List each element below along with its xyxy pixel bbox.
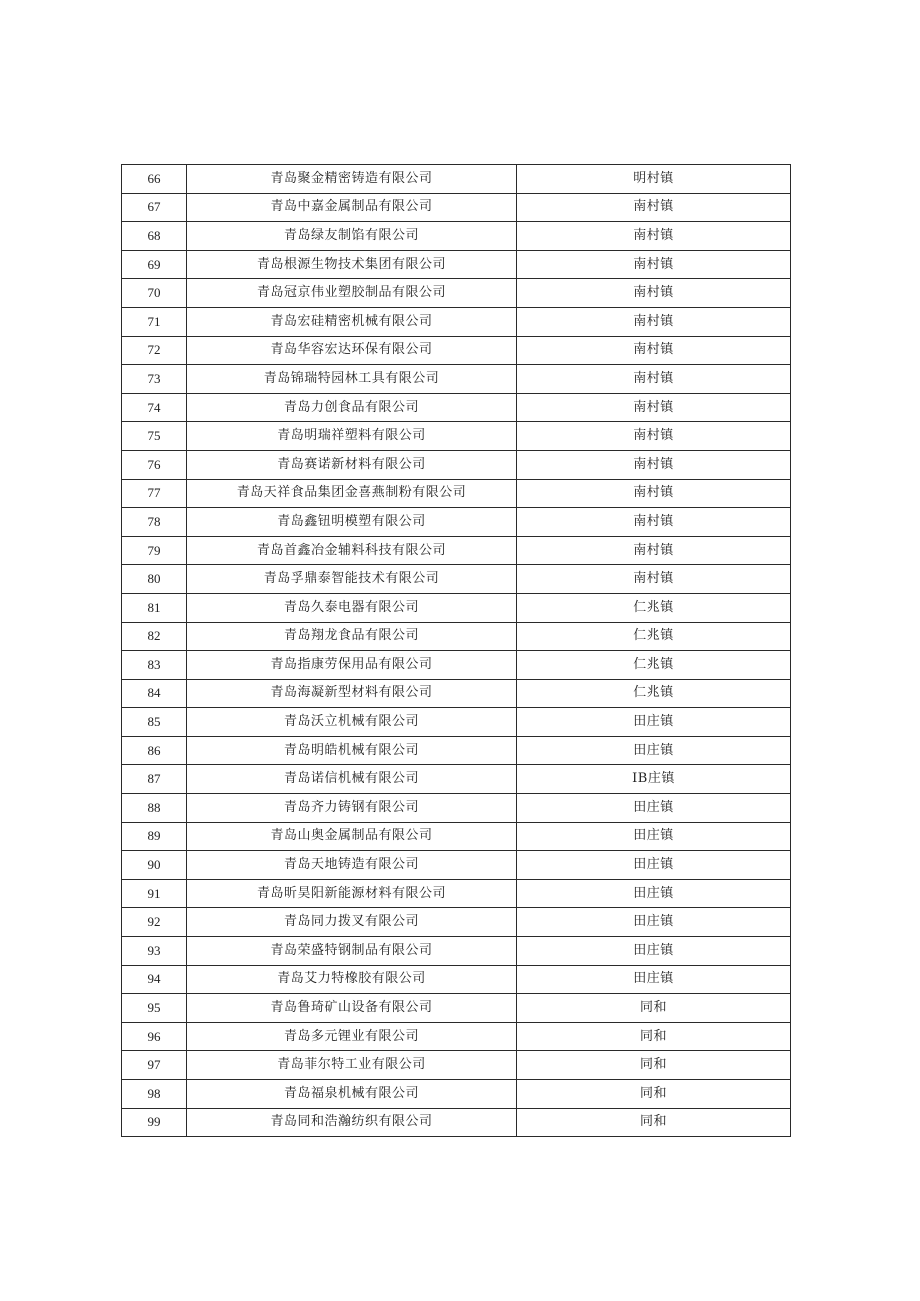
- town-name: 南村镇: [517, 565, 791, 594]
- row-number: 88: [122, 794, 187, 823]
- row-number: 86: [122, 736, 187, 765]
- company-name: 青岛福泉机械有限公司: [187, 1080, 517, 1109]
- company-table-body: [122, 165, 791, 1137]
- table-row: [122, 622, 791, 651]
- company-name: 青岛翔龙食品有限公司: [187, 622, 517, 651]
- company-name: 青岛聚金精密铸造有限公司: [187, 165, 517, 194]
- town-name: 南村镇: [517, 307, 791, 336]
- company-name: 青岛中嘉金属制品有限公司: [187, 193, 517, 222]
- row-number: 69: [122, 250, 187, 279]
- row-number: 96: [122, 1022, 187, 1051]
- table-row: [122, 250, 791, 279]
- row-number: 80: [122, 565, 187, 594]
- town-name: IB庄镇: [517, 765, 791, 794]
- company-name: 青岛昕昊阳新能源材料有限公司: [187, 879, 517, 908]
- town-name: 南村镇: [517, 279, 791, 308]
- company-name: 青岛久泰电器有限公司: [187, 593, 517, 622]
- company-name: 青岛山奥金属制品有限公司: [187, 822, 517, 851]
- town-name: 田庄镇: [517, 908, 791, 937]
- company-name: 青岛孚鼎泰智能技术有限公司: [187, 565, 517, 594]
- row-number: 71: [122, 307, 187, 336]
- row-number: 68: [122, 222, 187, 251]
- company-name: 青岛赛诺新材料有限公司: [187, 450, 517, 479]
- town-name: 南村镇: [517, 393, 791, 422]
- company-name: 青岛沃立机械有限公司: [187, 708, 517, 737]
- company-name: 青岛同力拨叉有限公司: [187, 908, 517, 937]
- table-row: [122, 794, 791, 823]
- table-row: [122, 736, 791, 765]
- town-name: 田庄镇: [517, 879, 791, 908]
- town-name: 仁兆镇: [517, 679, 791, 708]
- row-number: 99: [122, 1108, 187, 1137]
- table-row: [122, 1108, 791, 1137]
- row-number: 85: [122, 708, 187, 737]
- table-row: [122, 1080, 791, 1109]
- table-row: [122, 1022, 791, 1051]
- table-row: [122, 965, 791, 994]
- row-number: 70: [122, 279, 187, 308]
- company-name: 青岛明皓机械有限公司: [187, 736, 517, 765]
- company-name: 青岛根源生物技术集团有限公司: [187, 250, 517, 279]
- row-number: 66: [122, 165, 187, 194]
- row-number: 81: [122, 593, 187, 622]
- table-row: [122, 593, 791, 622]
- town-name: 南村镇: [517, 508, 791, 537]
- company-name: 青岛鑫钮明模塑有限公司: [187, 508, 517, 537]
- town-name: 田庄镇: [517, 794, 791, 823]
- town-name: 仁兆镇: [517, 651, 791, 680]
- row-number: 83: [122, 651, 187, 680]
- town-name: 同和: [517, 1022, 791, 1051]
- table-row: [122, 307, 791, 336]
- company-list-table: [121, 164, 791, 1137]
- company-name: 青岛多元锂业有限公司: [187, 1022, 517, 1051]
- town-name: 田庄镇: [517, 965, 791, 994]
- company-name: 青岛艾力特橡胶有限公司: [187, 965, 517, 994]
- town-name: 同和: [517, 1108, 791, 1137]
- company-name: 青岛鲁琦矿山设备有限公司: [187, 994, 517, 1023]
- row-number: 95: [122, 994, 187, 1023]
- company-name: 青岛明瑞祥塑料有限公司: [187, 422, 517, 451]
- company-name: 青岛齐力铸钢有限公司: [187, 794, 517, 823]
- company-name: 青岛海凝新型材料有限公司: [187, 679, 517, 708]
- table-row: [122, 651, 791, 680]
- table-row: [122, 1051, 791, 1080]
- table-row: [122, 365, 791, 394]
- town-name: 南村镇: [517, 222, 791, 251]
- row-number: 90: [122, 851, 187, 880]
- row-number: 74: [122, 393, 187, 422]
- town-name: 明村镇: [517, 165, 791, 194]
- company-name: 青岛锦瑞特园林工具有限公司: [187, 365, 517, 394]
- company-name: 青岛华容宏达环保有限公司: [187, 336, 517, 365]
- table-row: [122, 679, 791, 708]
- company-name: 青岛天地铸造有限公司: [187, 851, 517, 880]
- town-name: 同和: [517, 1051, 791, 1080]
- town-name: 仁兆镇: [517, 622, 791, 651]
- town-name: 同和: [517, 1080, 791, 1109]
- row-number: 97: [122, 1051, 187, 1080]
- town-name: 南村镇: [517, 336, 791, 365]
- town-name: 同和: [517, 994, 791, 1023]
- table-row: [122, 851, 791, 880]
- town-name: 南村镇: [517, 450, 791, 479]
- table-row: [122, 908, 791, 937]
- table-row: [122, 508, 791, 537]
- company-name: 青岛力创食品有限公司: [187, 393, 517, 422]
- company-name: 青岛冠京伟业塑胶制品有限公司: [187, 279, 517, 308]
- table-row: [122, 479, 791, 508]
- company-name: 青岛诺信机械有限公司: [187, 765, 517, 794]
- table-row: [122, 422, 791, 451]
- table-row: [122, 193, 791, 222]
- table-row: [122, 937, 791, 966]
- row-number: 91: [122, 879, 187, 908]
- row-number: 93: [122, 937, 187, 966]
- town-name: 南村镇: [517, 479, 791, 508]
- row-number: 72: [122, 336, 187, 365]
- town-name: 南村镇: [517, 536, 791, 565]
- row-number: 75: [122, 422, 187, 451]
- table-row: [122, 165, 791, 194]
- table-row: [122, 336, 791, 365]
- company-name: 青岛绿友制馅有限公司: [187, 222, 517, 251]
- row-number: 82: [122, 622, 187, 651]
- table-row: [122, 765, 791, 794]
- town-name: 田庄镇: [517, 851, 791, 880]
- company-name: 青岛荣盛特钢制品有限公司: [187, 937, 517, 966]
- town-name: 仁兆镇: [517, 593, 791, 622]
- row-number: 87: [122, 765, 187, 794]
- town-name: 南村镇: [517, 250, 791, 279]
- company-name: 青岛菲尔特工业有限公司: [187, 1051, 517, 1080]
- company-name: 青岛首鑫冶金辅料科技有限公司: [187, 536, 517, 565]
- table-row: [122, 222, 791, 251]
- row-number: 78: [122, 508, 187, 537]
- town-name: 南村镇: [517, 422, 791, 451]
- row-number: 94: [122, 965, 187, 994]
- row-number: 73: [122, 365, 187, 394]
- town-name: 田庄镇: [517, 708, 791, 737]
- row-number: 92: [122, 908, 187, 937]
- table-row: [122, 708, 791, 737]
- row-number: 79: [122, 536, 187, 565]
- row-number: 77: [122, 479, 187, 508]
- row-number: 76: [122, 450, 187, 479]
- town-name: 田庄镇: [517, 822, 791, 851]
- table-row: [122, 393, 791, 422]
- table-row: [122, 450, 791, 479]
- town-name: 南村镇: [517, 365, 791, 394]
- table-row: [122, 994, 791, 1023]
- table-row: [122, 536, 791, 565]
- company-name: 青岛宏硅精密机械有限公司: [187, 307, 517, 336]
- row-number: 84: [122, 679, 187, 708]
- company-name: 青岛天祥食品集团金喜燕制粉有限公司: [187, 479, 517, 508]
- row-number: 98: [122, 1080, 187, 1109]
- town-name: 田庄镇: [517, 937, 791, 966]
- row-number: 67: [122, 193, 187, 222]
- town-name: 南村镇: [517, 193, 791, 222]
- town-name: 田庄镇: [517, 736, 791, 765]
- company-name: 青岛同和浩瀚纺织有限公司: [187, 1108, 517, 1137]
- table-row: [122, 822, 791, 851]
- table-row: [122, 279, 791, 308]
- table-row: [122, 565, 791, 594]
- table-row: [122, 879, 791, 908]
- row-number: 89: [122, 822, 187, 851]
- company-name: 青岛指康劳保用品有限公司: [187, 651, 517, 680]
